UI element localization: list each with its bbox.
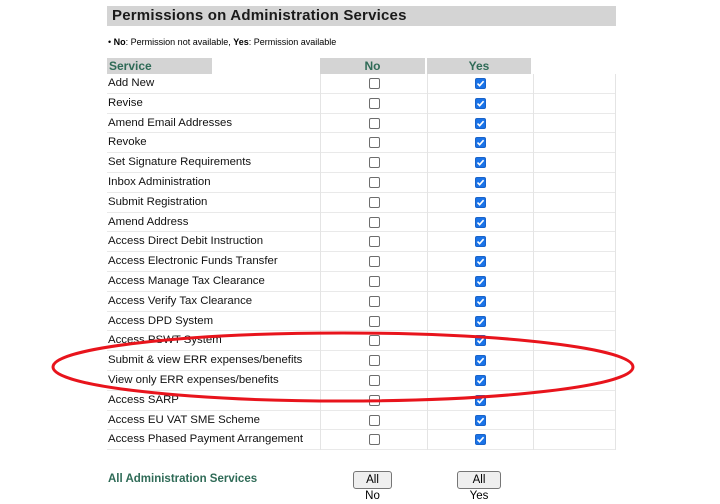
legend-bullet: • bbox=[108, 37, 112, 47]
yes-cell bbox=[427, 252, 533, 272]
legend-yes-key: Yes bbox=[233, 37, 249, 47]
no-checkbox[interactable] bbox=[369, 157, 380, 168]
legend-no-key: No bbox=[113, 37, 126, 47]
no-checkbox[interactable] bbox=[369, 375, 380, 386]
page-title-bar bbox=[107, 6, 616, 26]
service-label: Inbox Administration bbox=[108, 175, 211, 188]
table-header bbox=[107, 58, 616, 74]
yes-column-header: Yes bbox=[427, 58, 531, 74]
spacer-cell bbox=[533, 232, 616, 252]
no-cell bbox=[320, 411, 427, 431]
yes-checkbox[interactable] bbox=[475, 98, 486, 109]
yes-cell bbox=[427, 133, 533, 153]
no-cell bbox=[320, 371, 427, 391]
all-no-button[interactable]: All No bbox=[353, 471, 392, 489]
service-label: Access Electronic Funds Transfer bbox=[108, 255, 278, 268]
legend-yes-text: : Permission available bbox=[248, 37, 337, 47]
yes-cell bbox=[427, 371, 533, 391]
no-cell bbox=[320, 292, 427, 312]
table-row bbox=[107, 391, 616, 411]
no-cell bbox=[320, 331, 427, 351]
service-label: View only ERR expenses/benefits bbox=[108, 373, 279, 386]
table-row bbox=[107, 411, 616, 431]
no-checkbox[interactable] bbox=[369, 355, 380, 366]
no-checkbox[interactable] bbox=[369, 137, 380, 148]
service-label: Amend Email Addresses bbox=[108, 116, 233, 129]
yes-cell bbox=[427, 94, 533, 114]
yes-checkbox[interactable] bbox=[475, 375, 486, 386]
table-row bbox=[107, 312, 616, 332]
yes-checkbox[interactable] bbox=[475, 177, 486, 188]
yes-cell bbox=[427, 193, 533, 213]
table-row bbox=[107, 252, 616, 272]
table-row bbox=[107, 232, 616, 252]
no-cell bbox=[320, 74, 427, 94]
yes-checkbox[interactable] bbox=[475, 415, 486, 426]
service-label: Revoke bbox=[108, 136, 147, 149]
yes-checkbox[interactable] bbox=[475, 197, 486, 208]
table-row bbox=[107, 193, 616, 213]
service-label: Access DPD System bbox=[108, 314, 214, 327]
no-checkbox[interactable] bbox=[369, 98, 380, 109]
no-checkbox[interactable] bbox=[369, 395, 380, 406]
spacer-cell bbox=[533, 213, 616, 233]
service-column-header: Service bbox=[107, 58, 212, 74]
no-checkbox[interactable] bbox=[369, 177, 380, 188]
no-checkbox[interactable] bbox=[369, 335, 380, 346]
spacer-cell bbox=[533, 74, 616, 94]
spacer-cell bbox=[533, 173, 616, 193]
table-row bbox=[107, 371, 616, 391]
service-label: Access Phased Payment Arrangement bbox=[108, 433, 304, 446]
all-yes-button[interactable]: All Yes bbox=[457, 471, 501, 489]
yes-checkbox[interactable] bbox=[475, 118, 486, 129]
spacer-cell bbox=[533, 371, 616, 391]
service-label: Submit & view ERR expenses/benefits bbox=[108, 354, 303, 367]
yes-cell bbox=[427, 272, 533, 292]
table-row bbox=[107, 94, 616, 114]
spacer-cell bbox=[533, 351, 616, 371]
no-cell bbox=[320, 430, 427, 450]
no-checkbox[interactable] bbox=[369, 415, 380, 426]
yes-cell bbox=[427, 391, 533, 411]
yes-cell bbox=[427, 114, 533, 134]
no-cell bbox=[320, 114, 427, 134]
yes-cell bbox=[427, 411, 533, 431]
yes-checkbox[interactable] bbox=[475, 236, 486, 247]
no-checkbox[interactable] bbox=[369, 236, 380, 247]
no-checkbox[interactable] bbox=[369, 118, 380, 129]
service-label: Submit Registration bbox=[108, 195, 208, 208]
yes-checkbox[interactable] bbox=[475, 335, 486, 346]
table-row bbox=[107, 114, 616, 134]
no-checkbox[interactable] bbox=[369, 217, 380, 228]
yes-cell bbox=[427, 74, 533, 94]
spacer-cell bbox=[533, 153, 616, 173]
no-cell bbox=[320, 94, 427, 114]
yes-checkbox[interactable] bbox=[475, 355, 486, 366]
table-row bbox=[107, 213, 616, 233]
table-body bbox=[107, 74, 616, 450]
yes-cell bbox=[427, 312, 533, 332]
spacer-cell bbox=[533, 94, 616, 114]
spacer-cell bbox=[533, 411, 616, 431]
no-cell bbox=[320, 232, 427, 252]
yes-checkbox[interactable] bbox=[475, 256, 486, 267]
no-cell bbox=[320, 272, 427, 292]
yes-checkbox[interactable] bbox=[475, 137, 486, 148]
yes-cell bbox=[427, 232, 533, 252]
service-label: Access Manage Tax Clearance bbox=[108, 274, 265, 287]
yes-checkbox[interactable] bbox=[475, 217, 486, 228]
no-cell bbox=[320, 351, 427, 371]
spacer-cell bbox=[533, 391, 616, 411]
service-label: Amend Address bbox=[108, 215, 189, 228]
no-cell bbox=[320, 391, 427, 411]
yes-cell bbox=[427, 153, 533, 173]
table-row bbox=[107, 331, 616, 351]
yes-checkbox[interactable] bbox=[475, 316, 486, 327]
table-row bbox=[107, 351, 616, 371]
no-cell bbox=[320, 173, 427, 193]
service-label: Set Signature Requirements bbox=[108, 156, 252, 169]
service-label: Access EU VAT SME Scheme bbox=[108, 413, 260, 426]
yes-cell bbox=[427, 331, 533, 351]
no-checkbox[interactable] bbox=[369, 197, 380, 208]
yes-checkbox[interactable] bbox=[475, 395, 486, 406]
no-cell bbox=[320, 312, 427, 332]
yes-checkbox[interactable] bbox=[475, 434, 486, 445]
no-checkbox[interactable] bbox=[369, 256, 380, 267]
spacer-cell bbox=[533, 331, 616, 351]
legend bbox=[108, 37, 336, 47]
no-checkbox[interactable] bbox=[369, 276, 380, 287]
service-label: Access SARP bbox=[108, 393, 179, 406]
no-cell bbox=[320, 153, 427, 173]
yes-cell bbox=[427, 430, 533, 450]
service-label: Access Verify Tax Clearance bbox=[108, 294, 253, 307]
legend-no-text: : Permission not available, bbox=[125, 37, 234, 47]
table-row bbox=[107, 272, 616, 292]
table-row bbox=[107, 153, 616, 173]
all-services-label: All Administration Services bbox=[108, 473, 258, 485]
spacer-cell bbox=[533, 193, 616, 213]
permissions-table bbox=[107, 58, 616, 450]
no-checkbox[interactable] bbox=[369, 78, 380, 89]
no-checkbox[interactable] bbox=[369, 316, 380, 327]
service-label: Access PSWT System bbox=[108, 334, 222, 347]
spacer-cell bbox=[533, 272, 616, 292]
spacer-cell bbox=[533, 292, 616, 312]
spacer-cell bbox=[533, 312, 616, 332]
table-row bbox=[107, 430, 616, 450]
no-cell bbox=[320, 252, 427, 272]
table-row bbox=[107, 173, 616, 193]
service-label: Access Direct Debit Instruction bbox=[108, 235, 264, 248]
service-label: Revise bbox=[108, 96, 143, 109]
yes-cell bbox=[427, 213, 533, 233]
yes-checkbox[interactable] bbox=[475, 296, 486, 307]
no-cell bbox=[320, 213, 427, 233]
spacer-cell bbox=[533, 430, 616, 450]
page-title: Permissions on Administration Services bbox=[112, 7, 407, 24]
no-checkbox[interactable] bbox=[369, 434, 380, 445]
spacer-cell bbox=[533, 133, 616, 153]
spacer-cell bbox=[533, 114, 616, 134]
yes-cell bbox=[427, 173, 533, 193]
yes-checkbox[interactable] bbox=[475, 276, 486, 287]
service-label: Add New bbox=[108, 77, 155, 89]
table-row bbox=[107, 133, 616, 153]
yes-cell bbox=[427, 351, 533, 371]
yes-checkbox[interactable] bbox=[475, 157, 486, 168]
spacer-cell bbox=[533, 252, 616, 272]
table-row bbox=[107, 292, 616, 312]
yes-checkbox[interactable] bbox=[475, 78, 486, 89]
yes-cell bbox=[427, 292, 533, 312]
no-cell bbox=[320, 193, 427, 213]
no-cell bbox=[320, 133, 427, 153]
no-checkbox[interactable] bbox=[369, 296, 380, 307]
no-column-header: No bbox=[320, 58, 425, 74]
table-row bbox=[107, 74, 616, 94]
